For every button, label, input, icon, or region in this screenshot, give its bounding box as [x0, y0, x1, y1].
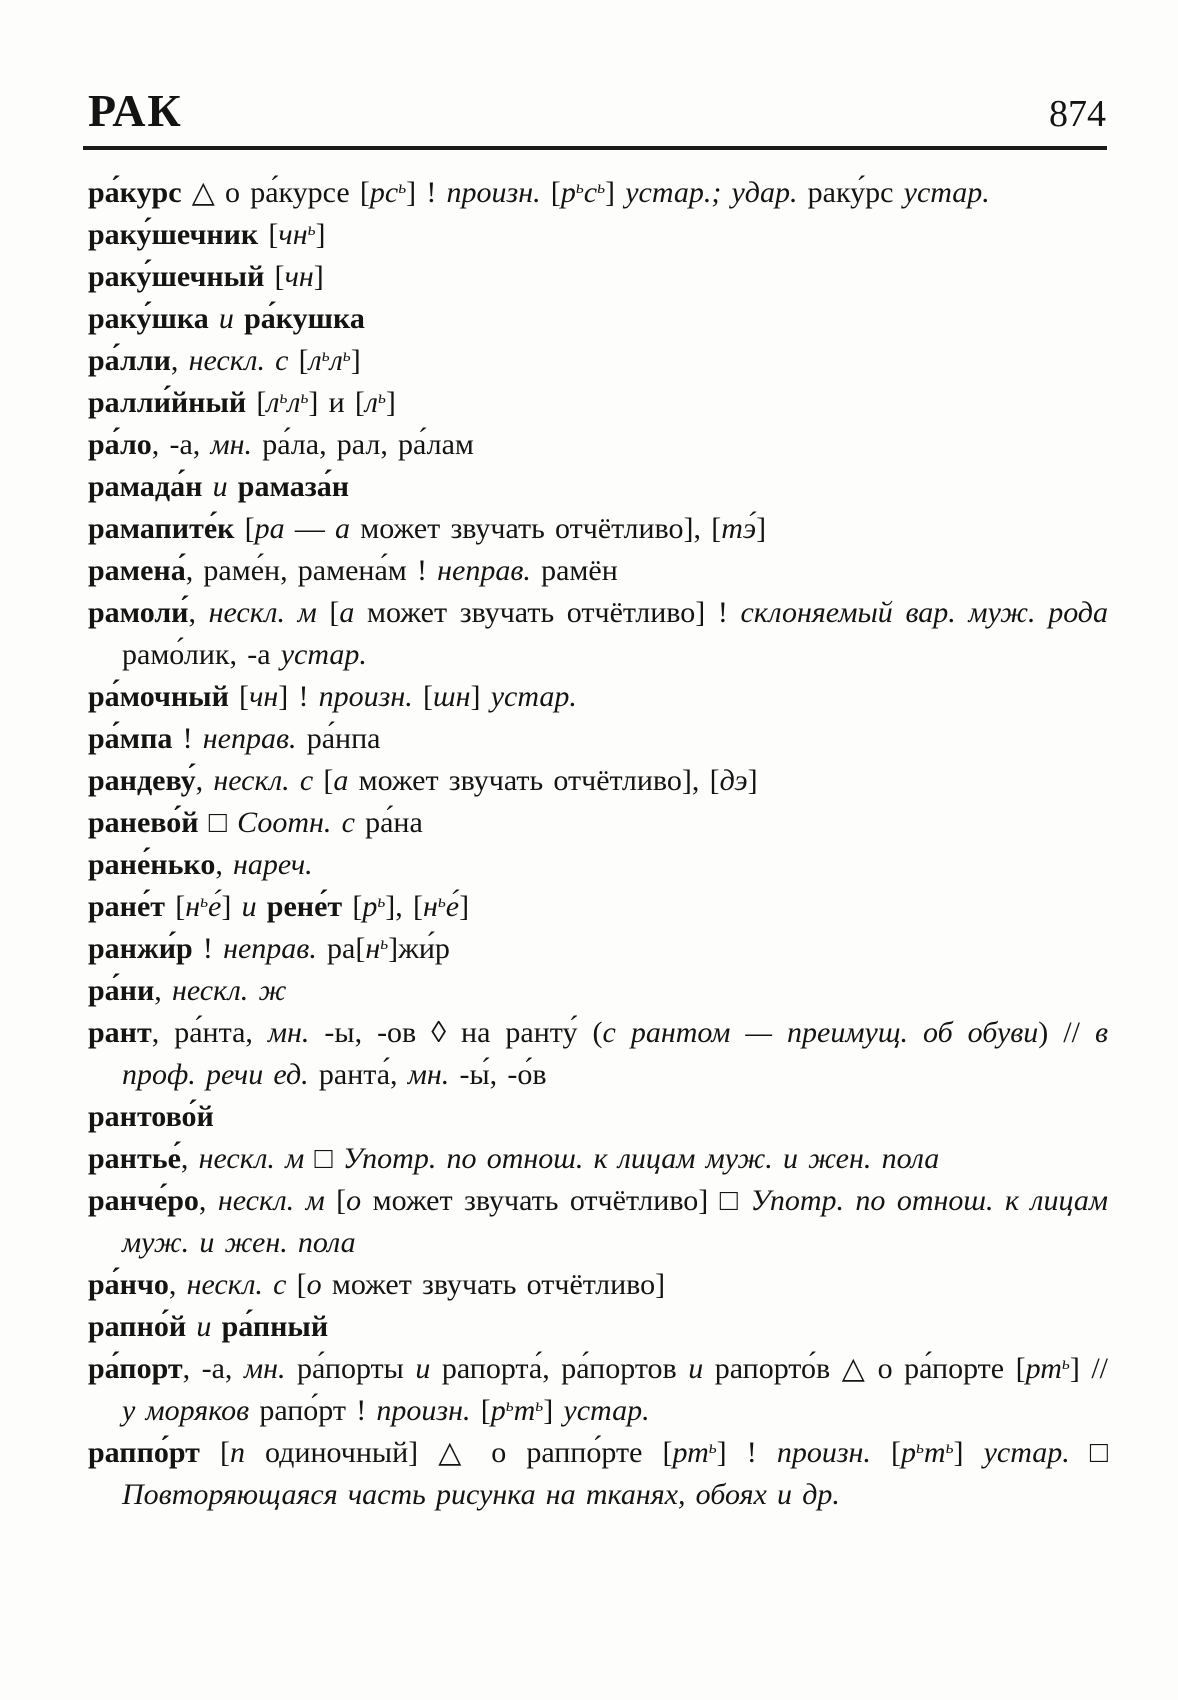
header-rule: [83, 146, 1107, 150]
entry-text: ь: [342, 345, 351, 366]
entry-text: ,: [154, 974, 172, 1007]
entry-text: [: [324, 1184, 347, 1217]
entry-text: т: [923, 1436, 946, 1469]
entry-text: а: [335, 512, 351, 545]
entry-text: [: [234, 512, 255, 545]
dictionary-entry: [88, 340, 1108, 382]
entry-text: л: [287, 386, 301, 419]
entry-text: □: [198, 806, 238, 839]
entry-text: ], [: [385, 890, 423, 923]
entry-text: произн.: [446, 176, 541, 209]
entry-text: рс: [369, 176, 399, 209]
entry-text: склоняемый вар. муж. рода: [740, 596, 1108, 629]
headword: раппо́рт: [88, 1436, 200, 1469]
entry-text: может звучать отчётливо] !: [354, 596, 741, 629]
entry-text: рапо́рт !: [249, 1394, 377, 1427]
entry-text: с рантом — преимущ. об обуви: [602, 1016, 1039, 1049]
headword: ра́кушка: [244, 302, 365, 335]
entry-text: ,: [215, 848, 234, 881]
headword: раку́шечный: [88, 260, 265, 293]
dictionary-entry: [88, 970, 1108, 1012]
entry-text: может звучать отчётливо], [: [350, 512, 722, 545]
headword: ра́лли: [88, 344, 171, 377]
entry-text: л: [364, 386, 378, 419]
dictionary-entry: [88, 592, 1108, 676]
entry-text: п: [229, 1436, 245, 1469]
entry-text: н: [422, 890, 438, 923]
entry-text: одиночный] △ о раппо́рте [: [244, 1436, 673, 1469]
entry-text: □: [304, 1142, 343, 1175]
dictionary-entry: [88, 928, 1108, 970]
headword: ранче́ро: [88, 1184, 199, 1217]
entry-text: ра́ла, рал, ра́лам: [252, 428, 474, 461]
entry-text: устар.; удар.: [625, 176, 798, 209]
entry-text: устар.: [563, 1394, 650, 1427]
entry-text: чн: [278, 218, 308, 251]
entry-text: и: [186, 1310, 222, 1343]
entry-text: р: [901, 1436, 916, 1469]
entry-text: ]: [543, 1394, 564, 1427]
entry-text: рапорта́, ра́портов: [430, 1352, 689, 1385]
entry-text: , -а,: [151, 428, 211, 461]
entry-text: ь: [1061, 1353, 1070, 1374]
entry-text: т: [513, 1394, 536, 1427]
entry-text: [257, 890, 267, 923]
entry-text: ь: [708, 1437, 717, 1458]
entry-text: неправ.: [437, 554, 531, 587]
entry-text: нескл. ж: [171, 974, 287, 1007]
entry-text: ]: [350, 344, 361, 377]
entry-text: !: [172, 722, 203, 755]
entry-text: и: [202, 470, 238, 503]
headword: ра́порт: [88, 1352, 183, 1385]
entry-text: △ о ра́курсе [: [181, 176, 370, 209]
entry-text: ь: [279, 387, 288, 408]
entry-text: ]: [953, 1436, 984, 1469]
entry-text: ] и [: [308, 386, 365, 419]
headword: ра́пный: [221, 1310, 329, 1343]
entry-text: рт: [1025, 1352, 1062, 1385]
entry-text: ь: [300, 387, 309, 408]
dictionary-entry: [88, 760, 1108, 802]
entry-text: ь: [200, 891, 209, 912]
entry-text: устар.: [983, 1436, 1070, 1469]
headword: рамада́н: [88, 470, 203, 503]
dictionary-entry: [88, 1138, 1108, 1180]
headword: рант: [88, 1016, 152, 1049]
dictionary-entry: [88, 1180, 1108, 1264]
headword: раку́шка: [88, 302, 209, 335]
entry-text: чн: [249, 680, 279, 713]
dictionary-entry: [88, 1348, 1108, 1432]
entry-text: рамо́лик, -а: [122, 638, 281, 671]
entry-text: рапорто́в △ о ра́порте [: [703, 1352, 1026, 1385]
entry-text: и: [241, 890, 257, 923]
entry-text: ра́нпа: [296, 722, 381, 755]
dictionary-entry: [88, 550, 1108, 592]
entry-text: ]: [756, 512, 767, 545]
entry-text: ь: [916, 1437, 924, 1458]
headword: рамоли́: [88, 596, 189, 629]
dictionary-entry: [88, 1306, 1108, 1348]
entry-text: ь: [535, 1395, 544, 1416]
entry-text: произн.: [318, 680, 413, 713]
entry-text: шн: [432, 680, 471, 713]
entry-text: !: [192, 932, 224, 965]
entry-text: р: [560, 176, 576, 209]
entry-text: чн: [284, 260, 314, 293]
headword: ра́мочный: [88, 680, 229, 713]
dictionary-entry: [88, 676, 1108, 718]
entry-text: ,: [170, 344, 189, 377]
entry-text: произн.: [376, 1394, 471, 1427]
dictionary-entry: [88, 424, 1108, 466]
entry-text: устар.: [903, 176, 990, 209]
entry-text: Употр. по отнош. к лицам муж. и жен. пола: [342, 1142, 940, 1175]
headword: ранево́й: [88, 806, 199, 839]
entry-text: а: [339, 596, 355, 629]
entry-text: [: [286, 1268, 307, 1301]
entry-text: -ы́, -о́в: [449, 1058, 547, 1091]
entry-text: ра́на: [354, 806, 423, 839]
entry-text: и: [415, 1352, 431, 1385]
entry-text: -ы, -ов ◊ на ранту́ (: [309, 1016, 603, 1049]
entry-text: мн.: [210, 428, 253, 461]
entry-text: [: [264, 260, 285, 293]
dictionary-entry: [88, 886, 1108, 928]
headword: ралли́йный: [88, 386, 247, 419]
entry-text: ]: [221, 890, 242, 923]
entry-text: нареч.: [233, 848, 313, 881]
entry-text: нескл. с: [188, 344, 289, 377]
headword: ра́ни: [88, 974, 155, 1007]
entry-text: ь: [398, 177, 407, 198]
dictionary-entry: [88, 1264, 1108, 1306]
entries: [88, 172, 1108, 1516]
entry-text: ] !: [278, 680, 319, 713]
entry-text: [: [288, 344, 309, 377]
entry-text: ь: [945, 1437, 954, 1458]
entry-text: [: [258, 218, 279, 251]
entry-text: мн.: [407, 1058, 450, 1091]
entry-text: Употр. по отнош. к лицам муж. и жен. пола: [122, 1184, 1109, 1259]
entry-text: ,: [188, 596, 209, 629]
entry-text: л: [308, 344, 322, 377]
entry-text: дэ: [719, 764, 748, 797]
entry-text: □: [1069, 1436, 1108, 1469]
headword: рамапите́к: [88, 512, 235, 545]
entry-text: н: [185, 890, 201, 923]
entry-text: ь: [575, 177, 584, 198]
entry-text: ,: [195, 764, 214, 797]
headword: ра́нчо: [88, 1268, 169, 1301]
headword: ра́ло: [88, 428, 152, 461]
entry-text: о: [346, 1184, 362, 1217]
headword: ране́нько: [88, 848, 216, 881]
entry-text: мн.: [267, 1016, 310, 1049]
page-number: 874: [1049, 93, 1106, 135]
entry-text: ранта́,: [308, 1058, 408, 1091]
entry-text: ь: [377, 891, 386, 912]
entry-text: ]: [315, 218, 326, 251]
entry-text: с: [583, 176, 598, 209]
dictionary-entry: [88, 508, 1108, 550]
entry-text: , ра́нта,: [151, 1016, 268, 1049]
entry-text: мн.: [243, 1352, 286, 1385]
entry-text: ра: [254, 512, 285, 545]
entry-text: [: [246, 386, 267, 419]
entry-text: , -а,: [182, 1352, 244, 1385]
dictionary-entry: [88, 1432, 1108, 1516]
entry-text: и: [208, 302, 245, 335]
dictionary-entry: [88, 1012, 1108, 1096]
entry-text: ,: [168, 1268, 187, 1301]
entry-text: ь: [437, 891, 446, 912]
entry-text: н: [365, 932, 381, 965]
headword: ранжи́р: [88, 932, 193, 965]
entry-text: в проф. речи ед.: [122, 1016, 1108, 1091]
entry-text: ]: [313, 260, 324, 293]
entry-text: ]: [459, 890, 470, 923]
entry-text: [: [342, 890, 363, 923]
entry-text: устар.: [280, 638, 367, 671]
entry-text: нескл. м: [208, 596, 317, 629]
entry-text: [: [412, 680, 433, 713]
entry-text: р: [490, 1394, 506, 1427]
entry-text: рт: [672, 1436, 709, 1469]
entry-text: е́: [445, 890, 460, 923]
headword: рантье́: [88, 1142, 181, 1175]
headword: рапно́й: [88, 1310, 187, 1343]
entry-text: у моряков: [122, 1394, 250, 1427]
headword: рамена́: [88, 554, 186, 587]
entry-text: о: [306, 1268, 322, 1301]
entry-text: л: [329, 344, 343, 377]
headword: рандеву́: [88, 764, 196, 797]
headword: рантово́й: [88, 1100, 214, 1133]
entry-text: [: [870, 1436, 901, 1469]
entry-text: может звучать отчётливо] □: [361, 1184, 751, 1217]
entry-text: [: [165, 890, 186, 923]
entry-text: ь: [377, 387, 386, 408]
entry-text: ]жи́р: [388, 932, 450, 965]
headword: ра́курс: [88, 176, 182, 209]
entry-text: [: [199, 1436, 230, 1469]
entry-text: —: [284, 512, 336, 545]
dictionary-entry: [88, 844, 1108, 886]
entry-text: ]: [747, 764, 758, 797]
entry-text: ра́порты: [285, 1352, 416, 1385]
entry-text: ]: [604, 176, 626, 209]
entry-text: нескл. м: [217, 1184, 325, 1217]
entry-text: ь: [321, 345, 330, 366]
dictionary-entry: [88, 214, 1108, 256]
entry-text: Соотн. с: [237, 806, 355, 839]
dictionary-entry: [88, 718, 1108, 760]
dictionary-entry: [88, 298, 1108, 340]
entry-text: тэ́: [721, 512, 757, 545]
entry-text: ,: [198, 1184, 218, 1217]
entry-text: раку́рс: [797, 176, 904, 209]
entry-text: может звучать отчётливо]: [321, 1268, 666, 1301]
entry-text: ] !: [716, 1436, 777, 1469]
entry-text: ь: [307, 219, 316, 240]
dictionary-entry: [88, 256, 1108, 298]
dictionary-entry: [88, 1096, 1108, 1138]
dictionary-entry: [88, 802, 1108, 844]
entry-text: устар.: [490, 680, 577, 713]
entry-text: нескл. с: [186, 1268, 287, 1301]
headword: ране́т: [88, 890, 166, 923]
entry-text: [: [316, 596, 340, 629]
running-head: [88, 84, 1106, 137]
entry-text: Повторяющаяся часть рисунка на тканях, обоях и др.: [122, 1478, 840, 1511]
entry-text: [: [470, 1394, 491, 1427]
entry-text: ь: [380, 933, 389, 954]
entry-text: [: [313, 764, 334, 797]
entry-text: л: [266, 386, 280, 419]
headword: ра́мпа: [88, 722, 173, 755]
entry-text: может звучать отчётливо], [: [348, 764, 720, 797]
dictionary-entry: [88, 382, 1108, 424]
section-keyword: РАК: [88, 85, 183, 136]
entry-text: ] !: [406, 176, 447, 209]
entry-text: ]: [385, 386, 396, 419]
entry-text: нескл. с: [213, 764, 314, 797]
headword: рамаза́н: [237, 470, 350, 503]
entry-text: неправ.: [223, 932, 317, 965]
entry-text: е́: [208, 890, 222, 923]
entry-text: ь: [505, 1395, 514, 1416]
entry-text: ,: [180, 1142, 199, 1175]
entry-text: [: [540, 176, 561, 209]
entry-text: а: [333, 764, 349, 797]
dictionary-entry: [88, 466, 1108, 508]
entry-text: , раме́н, рамена́м !: [185, 554, 438, 587]
entry-text: нескл. м: [198, 1142, 305, 1175]
headword: раку́шечник: [88, 218, 259, 251]
entry-text: р: [362, 890, 378, 923]
entry-text: ра[: [316, 932, 366, 965]
dictionary-entry: [88, 172, 1108, 214]
entry-text: и: [688, 1352, 704, 1385]
entry-text: произн.: [776, 1436, 871, 1469]
headword: рене́т: [266, 890, 343, 923]
entry-text: ) //: [1038, 1016, 1095, 1049]
entry-text: неправ.: [202, 722, 297, 755]
entry-text: рамён: [530, 554, 618, 587]
entry-text: ь: [597, 177, 605, 198]
entry-text: ]: [470, 680, 491, 713]
entry-text: ] //: [1069, 1352, 1108, 1385]
entry-text: [: [228, 680, 250, 713]
